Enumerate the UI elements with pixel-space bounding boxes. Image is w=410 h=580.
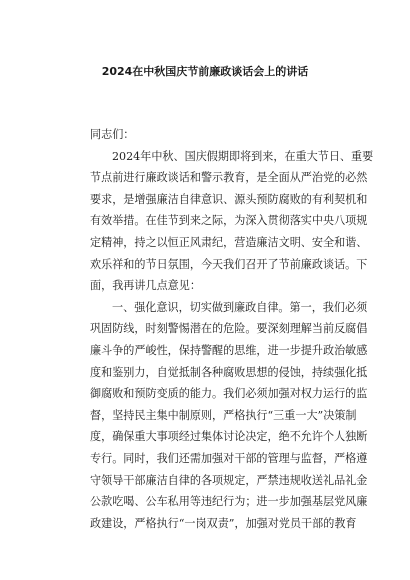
- document-title: 2024在中秋国庆节前廉政谈话会上的讲话: [101, 65, 309, 78]
- paragraph-line: 公款吃喝、公车私用等违纪行为；进一步加强基层党风廉: [90, 495, 368, 509]
- paragraph-line: 有效举措。在佳节到来之际，为深入贯彻落实中央八项规: [90, 214, 368, 228]
- paragraph-line: 面，我再讲几点意见：: [90, 279, 201, 293]
- paragraph-line: 守领导干部廉洁自律的各项规定，严禁违规收送礼品礼金: [90, 473, 368, 487]
- paragraph-line: 专行。同时，我们还需加强对干部的管理与监督，严格遵: [90, 451, 368, 465]
- document-body: [90, 124, 374, 534]
- paragraph-line: 御腐败和预防变质的能力。我们必须加强对权力运行的监: [90, 387, 368, 401]
- paragraph-line: 政建设，严格执行“一岗双责”，加强对党员干部的教育: [90, 516, 357, 530]
- paragraph-line: 节点前进行廉政谈话和警示教育，是全面从严治党的必然: [90, 171, 368, 185]
- salutation: 同志们：: [90, 128, 135, 141]
- paragraph-line: 度，确保重大事项经过集体讨论决定，绝不允许个人独断: [90, 430, 368, 444]
- paragraph-line: 度和鉴别力，自觉抵制各种腐败思想的侵蚀，持续强化抵: [90, 365, 368, 379]
- paragraph-line: 2024年中秋、国庆假期即将到来，在重大节日、重要: [112, 149, 374, 163]
- paragraph-line: 定精神，持之以恒正风肃纪，营造廉洁文明、安全和谐、: [90, 235, 368, 249]
- paragraph-line: 巩固防线，时刻警惕潜在的危险。要深刻理解当前反腐倡: [90, 322, 368, 336]
- paragraph-line: 一、强化意识，切实做到廉政自律。第一，我们必须: [112, 300, 368, 314]
- paragraph-line: 欢乐祥和的节日氛围，今天我们召开了节前廉政谈话。下: [90, 257, 368, 271]
- paragraph-line: 要求，是增强廉洁自律意识、源头预防腐败的有利契机和: [90, 192, 368, 206]
- paragraph-line: 廉斗争的严峻性，保持警醒的思维，进一步提升政治敏感: [90, 343, 368, 357]
- paragraph-line: 督，坚持民主集中制原则，严格执行“三重一大”决策制: [90, 408, 357, 422]
